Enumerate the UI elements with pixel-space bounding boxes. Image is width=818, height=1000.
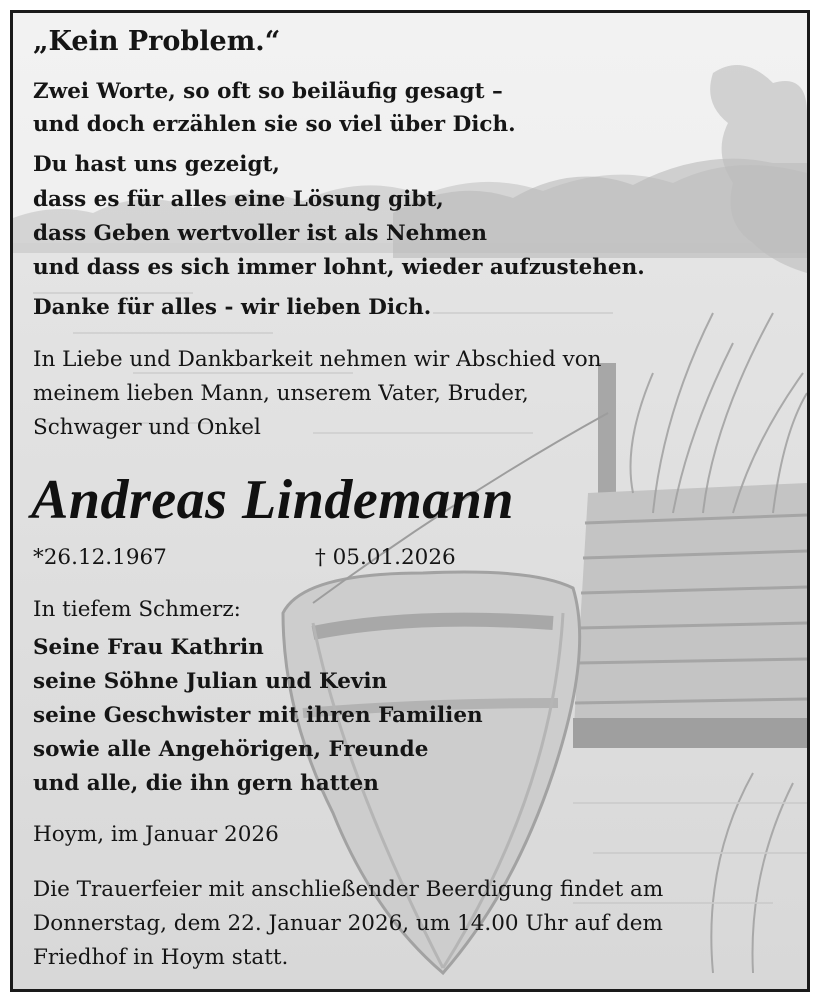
intro-line: In Liebe und Dankbarkeit nehmen wir Abschied von xyxy=(33,347,602,372)
birth-date: *26.12.1967 xyxy=(33,545,167,570)
quote-line: und dass es sich immer lohnt, wieder aufzustehen. xyxy=(33,255,645,280)
mourner-line: und alle, die ihn gern hatten xyxy=(33,771,379,796)
quote-line: dass Geben wertvoller ist als Nehmen xyxy=(33,221,488,246)
intro-line: meinem lieben Mann, unserem Vater, Bruder, xyxy=(33,381,529,406)
intro-line: Schwager und Onkel xyxy=(33,415,261,440)
quote-line: dass es für alles eine Lösung gibt, xyxy=(33,187,444,212)
mourner-line: Seine Frau Kathrin xyxy=(33,635,264,660)
funeral-line: Friedhof in Hoym statt. xyxy=(33,945,289,970)
obituary-content xyxy=(13,13,807,989)
quote-line: Du hast uns gezeigt, xyxy=(33,152,280,177)
place-date: Hoym, im Januar 2026 xyxy=(33,822,279,847)
mourner-line: seine Geschwister mit ihren Familien xyxy=(33,703,483,728)
death-date: † 05.01.2026 xyxy=(315,545,456,570)
deceased-name: Andreas Lindemann xyxy=(31,469,515,531)
quote-title: „Kein Problem.“ xyxy=(33,26,281,57)
mourner-line: sowie alle Angehörigen, Freunde xyxy=(33,737,429,762)
mourner-line: seine Söhne Julian und Kevin xyxy=(33,669,388,694)
funeral-line: Donnerstag, dem 22. Januar 2026, um 14.00 Uhr auf dem xyxy=(33,911,663,936)
obituary-frame xyxy=(10,10,810,992)
funeral-line: Die Trauerfeier mit anschließender Beerdigung findet am xyxy=(33,877,664,902)
quote-line: Zwei Worte, so oft so beiläufig gesagt – xyxy=(33,79,503,104)
quote-line: und doch erzählen sie so viel über Dich. xyxy=(33,112,516,137)
quote-closing-line: Danke für alles - wir lieben Dich. xyxy=(33,295,432,320)
mourners-heading: In tiefem Schmerz: xyxy=(33,597,241,622)
